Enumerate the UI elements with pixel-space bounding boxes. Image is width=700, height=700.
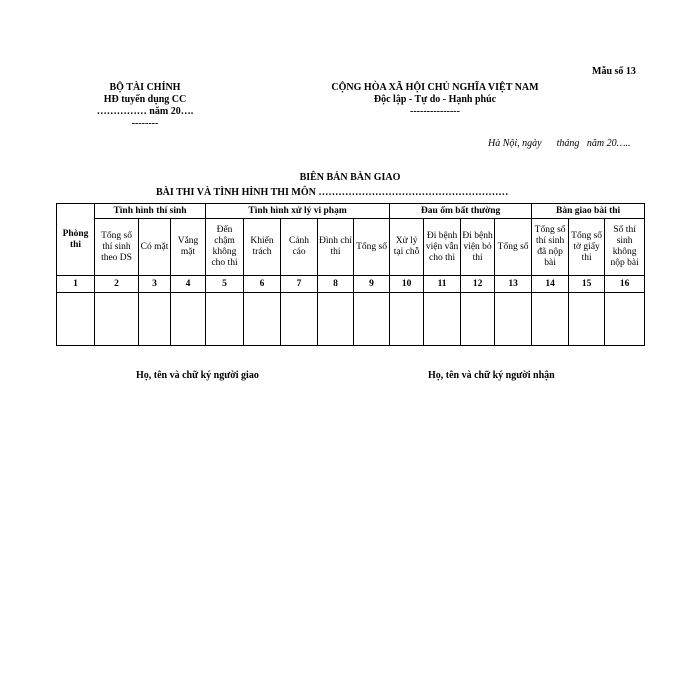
col-header: Tổng số tờ giấy thi [569, 219, 605, 276]
col-number: 11 [424, 276, 461, 293]
col-number: 7 [281, 276, 318, 293]
doc-title: BIÊN BẢN BÀN GIAO [299, 172, 401, 183]
doc-subtitle: BÀI THI VÀ TÌNH HÌNH THI MÔN ………………………………………………… [156, 187, 509, 198]
table-cell [424, 293, 461, 346]
table-cell [171, 293, 206, 346]
country-name: CỘNG HÒA XÃ HỘI CHỦ NGHĨA VIỆT NAM [331, 82, 539, 93]
table-cell [569, 293, 605, 346]
col-header: Tổng số thí sinh đã nộp bài [532, 219, 569, 276]
col-header: Khiển trách [244, 219, 281, 276]
left-header [70, 82, 220, 130]
table-cell [244, 293, 281, 346]
col-header: Đến chậm không cho thi [206, 219, 244, 276]
col-header: Có mặt [139, 219, 171, 276]
col-number: 3 [139, 276, 171, 293]
col-header: Xử lý tại chỗ [390, 219, 424, 276]
table-cell [495, 293, 532, 346]
col-number: 14 [532, 276, 569, 293]
column-header-row [57, 219, 645, 276]
left-underline: -------- [131, 118, 159, 129]
table-cell [605, 293, 645, 346]
col-header: Tổng số thí sinh theo DS [95, 219, 139, 276]
col-number: 15 [569, 276, 605, 293]
left-date-line: …………… năm 20…. [96, 106, 194, 117]
col-number: 1 [57, 276, 95, 293]
col-number: 12 [461, 276, 495, 293]
table-cell [281, 293, 318, 346]
right-underline: --------------- [410, 106, 460, 117]
table-cell [139, 293, 171, 346]
place-date: Hà Nội, ngày tháng năm 20….. [488, 138, 631, 149]
form-number: Mẫu số 13 [592, 66, 636, 77]
col-number: 4 [171, 276, 206, 293]
council-name: HĐ tuyển dụng CC [103, 94, 187, 105]
table-cell [318, 293, 354, 346]
col-number: 2 [95, 276, 139, 293]
right-header [300, 82, 570, 118]
table-cell [354, 293, 390, 346]
col-header: Đình chỉ thi [318, 219, 354, 276]
motto: Độc lập - Tự do - Hạnh phúc [373, 94, 497, 105]
col-number: 6 [244, 276, 281, 293]
col-number: 9 [354, 276, 390, 293]
col-number: 13 [495, 276, 532, 293]
col-number: 16 [605, 276, 645, 293]
group-header-row [57, 204, 645, 219]
col-header: Số thí sinh không nộp bài [605, 219, 645, 276]
handover-table [56, 203, 645, 346]
col-header: Tổng số [495, 219, 532, 276]
col-header: Đi bệnh viện bỏ thi [461, 219, 495, 276]
table-cell [206, 293, 244, 346]
col-number: 8 [318, 276, 354, 293]
col-number: 5 [206, 276, 244, 293]
col-header: Đi bệnh viện vẫn cho thi [424, 219, 461, 276]
table-cell [95, 293, 139, 346]
col-header: Tổng số [354, 219, 390, 276]
group-candidates: Tình hình thí sinh [95, 204, 206, 219]
table-cell [461, 293, 495, 346]
table-cell [532, 293, 569, 346]
column-number-row [57, 276, 645, 293]
col-header: Vắng mặt [171, 219, 206, 276]
group-handover: Bàn giao bài thi [532, 204, 645, 219]
giver-signature-label: Họ, tên và chữ ký người giao [136, 370, 259, 381]
ministry-name: BỘ TÀI CHÍNH [109, 82, 181, 93]
table-row [57, 293, 645, 346]
table-cell [57, 293, 95, 346]
group-illness: Đau ốm bất thường [390, 204, 532, 219]
col-header: Cảnh cáo [281, 219, 318, 276]
room-header: Phòng thi [57, 204, 95, 276]
col-number: 10 [390, 276, 424, 293]
receiver-signature-label: Họ, tên và chữ ký người nhận [428, 370, 555, 381]
table-cell [390, 293, 424, 346]
group-violations: Tình hình xử lý vi phạm [206, 204, 390, 219]
